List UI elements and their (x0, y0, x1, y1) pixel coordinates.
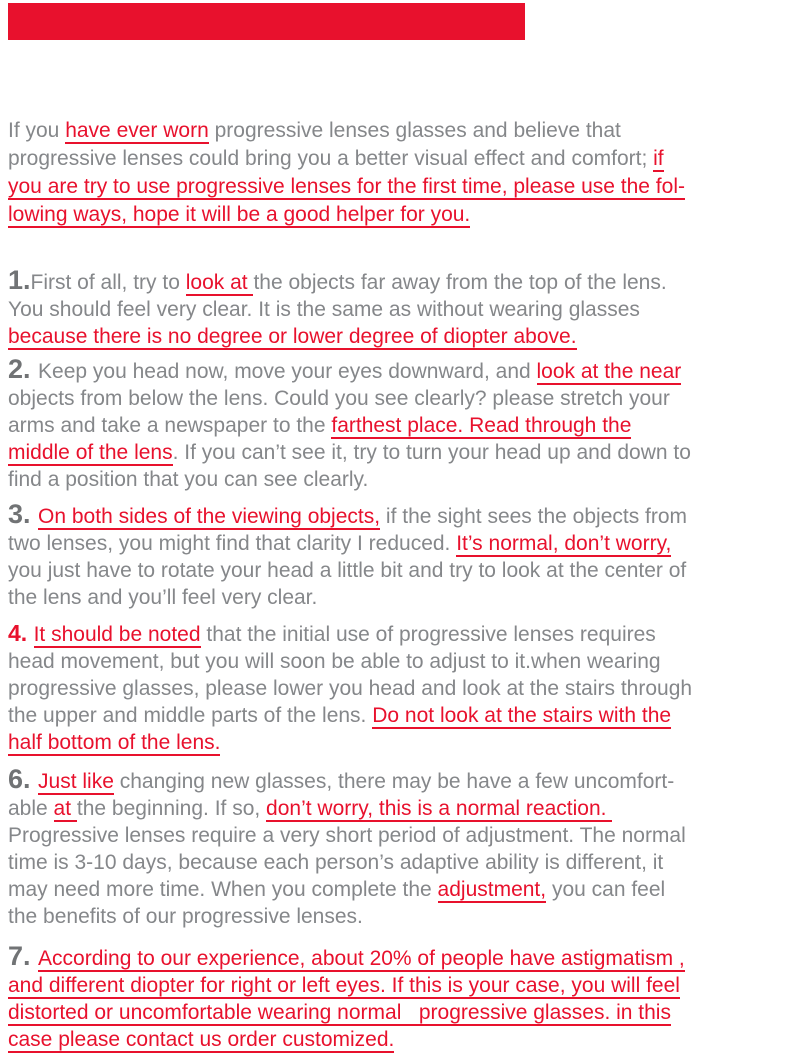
body-text: find a position that you can see clearly. (8, 468, 369, 491)
text-line (8, 584, 794, 611)
text-line (8, 356, 794, 385)
text-line (8, 943, 794, 972)
body-text: If you (8, 119, 66, 142)
body-text: you can feel (546, 878, 666, 901)
body-text: objects from below the lens. Could you see clearly? please stretch your (8, 387, 670, 410)
text-line (8, 530, 794, 557)
paragraph-step-3 (8, 501, 794, 611)
text-line (8, 849, 794, 876)
text-line (8, 173, 794, 201)
text-line (8, 702, 794, 729)
banner-title: Note: Please read the following carefully (42, 45, 511, 72)
red-underlined-text: According to our experience, about 20% of people have astigmatism , (38, 947, 685, 970)
step-number: 1. (8, 265, 31, 295)
body-text: able (8, 797, 54, 820)
red-underlined-text: you are try to use progressive lenses for the first time, please use the fol- (8, 175, 685, 198)
text-line (8, 201, 794, 229)
body-text: head movement, but you will soon be able to adjust to it.when wearing (8, 650, 661, 673)
body-text: you just have to rotate your head a little bit and try to look at the center of (8, 559, 687, 582)
body-text: two lenses, you might find that clarity I reduced. (8, 532, 457, 555)
text-line (8, 557, 794, 584)
text-line (8, 876, 794, 903)
red-underlined-text: because there is no degree or lower degree of diopter above. (8, 325, 577, 348)
document-body (8, 117, 794, 1053)
text-line (8, 117, 794, 145)
body-text: First of all, try to (30, 271, 186, 294)
red-underlined-text: lowing ways, hope it will be a good helper for you. (8, 203, 471, 226)
step-number: 2. (8, 354, 39, 384)
text-line (8, 323, 794, 350)
text-line (8, 999, 794, 1026)
red-underlined-text: adjustment, (437, 878, 547, 901)
text-line (8, 795, 794, 822)
text-line (8, 729, 794, 756)
text-line (8, 385, 794, 412)
text-line (8, 822, 794, 849)
text-line (8, 501, 794, 530)
body-text: the beginning. If so, (76, 797, 267, 820)
paragraph-step-4 (8, 620, 794, 756)
body-text: the benefits of our progressive lenses. (8, 905, 363, 928)
paragraph-intro (8, 117, 794, 229)
red-underlined-text: if (653, 147, 664, 170)
body-text: progressive lenses glasses and believe that (208, 119, 621, 142)
body-text: that the initial use of progressive lenses requires (200, 623, 656, 646)
red-underlined-text: It should be noted (33, 623, 201, 646)
text-line (8, 439, 794, 466)
red-underlined-text: and different diopter for right or left eyes. If this is your case, you will feel (8, 974, 680, 997)
body-text: . If you can’t see it, try to turn your head up and down to (172, 441, 691, 464)
body-text: the lens and you’ll feel very clear. (8, 586, 318, 609)
red-underlined-text: half bottom of the lens. (8, 731, 221, 754)
body-text: Keep you head now, move your eyes downward, and (38, 360, 537, 383)
body-text: the upper and middle parts of the lens. (8, 704, 373, 727)
note-banner (8, 3, 525, 72)
red-underlined-text: Do not look at the stairs with the (372, 704, 672, 727)
text-line (8, 675, 794, 702)
paragraph-step-7 (8, 943, 794, 1053)
text-line (8, 466, 794, 493)
text-line (8, 620, 794, 648)
body-text: progressive glasses, please lower you head and look at the stairs through (8, 677, 693, 700)
red-underlined-text: Just like (38, 770, 114, 793)
body-text: progressive lenses could bring you a better visual effect and comfort; (8, 147, 654, 170)
text-line (8, 412, 794, 439)
text-line (8, 267, 794, 296)
body-text: arms and take a newspaper to the (8, 414, 332, 437)
step-number: 4. (8, 620, 34, 646)
step-number: 6. (8, 764, 39, 794)
text-line (8, 1026, 794, 1053)
body-text: the objects far away from the top of the lens. (253, 271, 667, 294)
body-text: time is 3-10 days, because each person’s adaptive ability is different, it (8, 851, 664, 874)
red-underlined-text: at (53, 797, 77, 820)
red-underlined-text: It’s normal, don’t worry, (456, 532, 672, 555)
red-underlined-text: case please contact us order customized. (8, 1028, 395, 1051)
body-text: may need more time. When you complete the (8, 878, 438, 901)
red-underlined-text: distorted or uncomfortable wearing normal progressive glasses. in this (8, 1001, 671, 1024)
text-line (8, 766, 794, 795)
body-text: Progressive lenses require a very short period of adjustment. The normal (8, 824, 686, 847)
body-text: if the sight sees the objects from (380, 505, 688, 528)
step-number: 3. (8, 499, 39, 529)
step-number: 7. (8, 941, 39, 971)
text-line (8, 296, 794, 323)
red-underlined-text: look at (185, 271, 254, 294)
paragraph-step-2 (8, 356, 794, 493)
text-line (8, 145, 794, 173)
body-text: changing new glasses, there may be have a few uncomfort- (113, 770, 675, 793)
text-line (8, 972, 794, 999)
red-underlined-text: look at the near (536, 360, 682, 383)
text-line (8, 903, 794, 930)
body-text: You should feel very clear. It is the same as without wearing glasses (8, 298, 640, 321)
red-underlined-text: On both sides of the viewing objects, (38, 505, 381, 528)
red-underlined-text: have ever worn (65, 119, 209, 142)
red-underlined-text: don’t worry, this is a normal reaction. (266, 797, 613, 820)
text-line (8, 648, 794, 675)
red-underlined-text: farthest place. Read through the (331, 414, 632, 437)
paragraph-step-1 (8, 267, 794, 350)
paragraph-step-6 (8, 766, 794, 930)
red-underlined-text: middle of the lens (8, 441, 173, 464)
